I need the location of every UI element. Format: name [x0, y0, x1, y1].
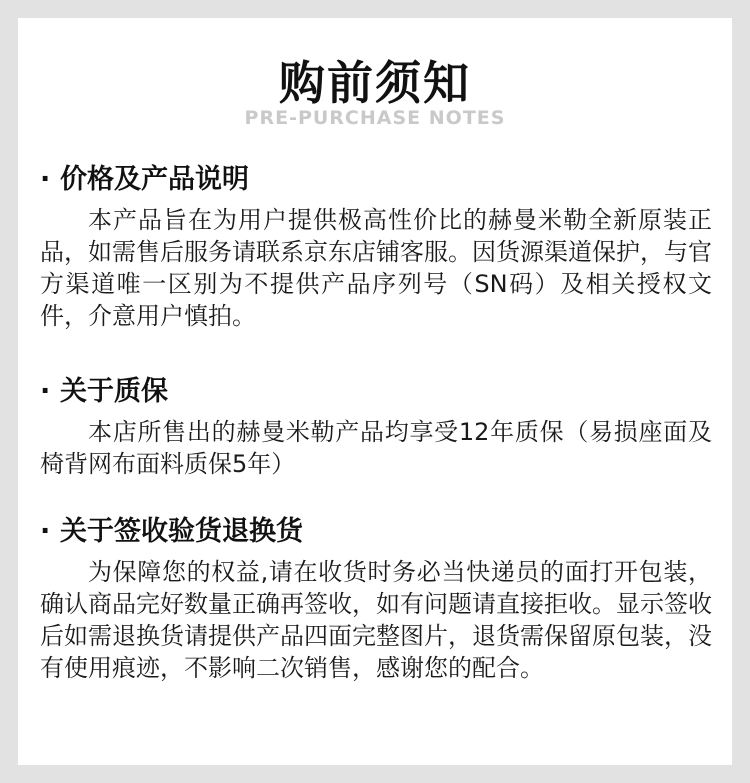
notice-card — [18, 18, 732, 765]
section-heading — [40, 162, 712, 198]
bullet-dot: · — [40, 376, 51, 407]
section-warranty — [40, 374, 712, 480]
page-subtitle: PRE-PURCHASE NOTES — [244, 107, 506, 129]
section-heading — [40, 374, 712, 410]
bullet-dot: · — [40, 164, 51, 195]
section-delivery-returns — [40, 514, 712, 684]
section-heading — [40, 514, 712, 550]
section-body: 为保障您的权益,请在收货时务必当快递员的面打开包装，确认商品完好数量正确再签收，如有问题请直接拒收。显示签收后如需退换货请提供产品四面完整图片，退货需保留原包装，没有使用痕迹，不影响二次销售，感谢您的配合。 — [40, 558, 712, 682]
section-body: 本店所售出的赫曼米勒产品均享受12年质保（易损座面及椅背网布面料质保5年） — [40, 418, 712, 478]
section-price-product — [40, 162, 712, 332]
bullet-dot: · — [40, 516, 51, 547]
section-heading-text: 价格及产品说明 — [60, 164, 249, 195]
page-title: 购前须知 — [279, 56, 471, 110]
section-body: 本产品旨在为用户提供极高性价比的赫曼米勒全新原装正品，如需售后服务请联系京东店铺客服。因货源渠道保护，与官方渠道唯一区别为不提供产品序列号（SN码）及相关授权文件，介意用户慎拍。 — [40, 206, 712, 330]
section-heading-text: 关于签收验货退换货 — [60, 516, 303, 547]
section-heading-text: 关于质保 — [60, 376, 168, 407]
